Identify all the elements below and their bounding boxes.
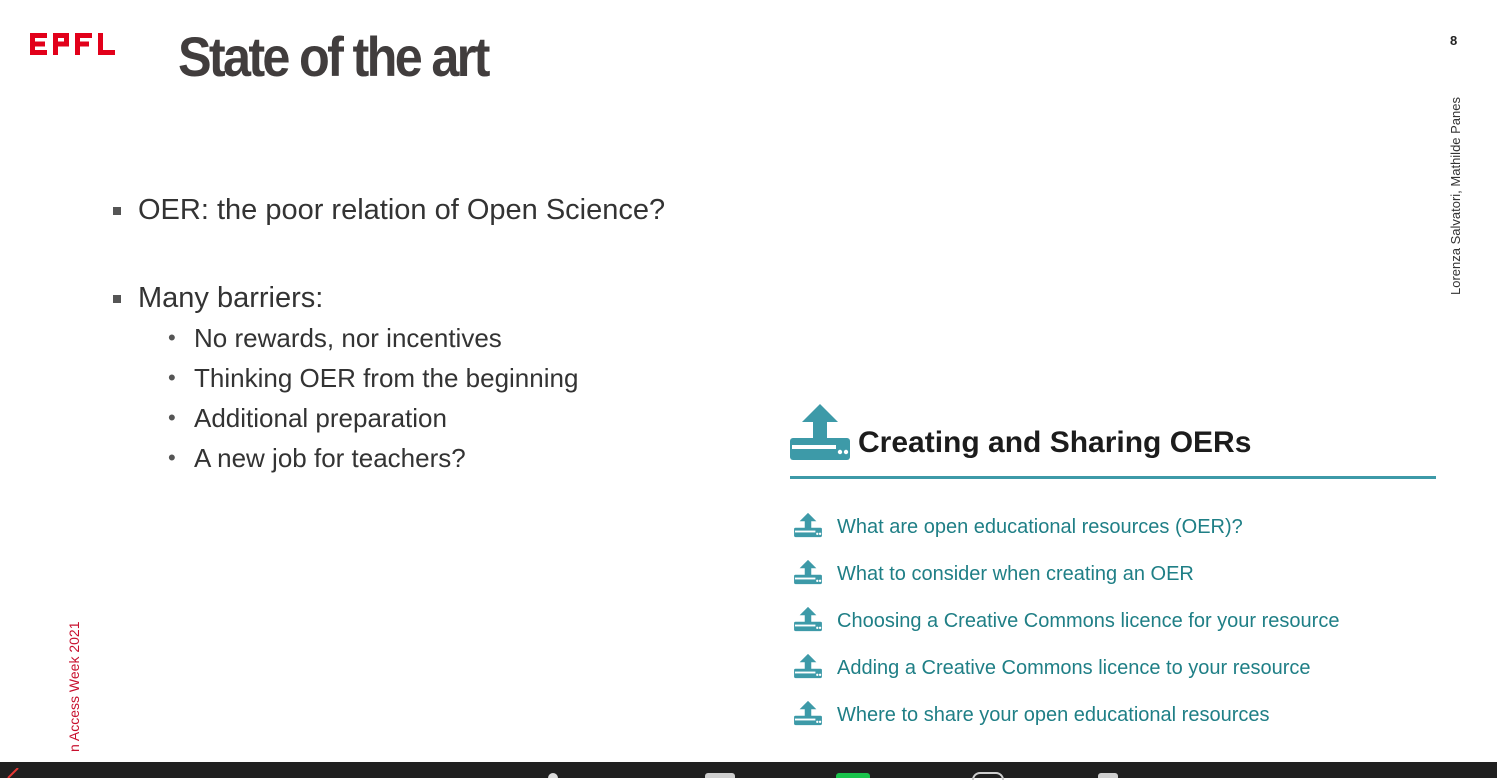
oer-panel-title: Creating and Sharing OERs	[858, 426, 1252, 459]
pen-icon[interactable]	[6, 768, 20, 778]
taskbar-app-icon[interactable]	[705, 773, 735, 778]
oer-panel	[790, 400, 1438, 726]
oer-divider	[790, 476, 1436, 479]
sub-bullet-list	[138, 318, 665, 478]
oer-link-label[interactable]: Adding a Creative Commons licence to your resource	[837, 657, 1311, 679]
taskbar-app-icon[interactable]	[836, 773, 870, 778]
epfl-logo	[30, 30, 120, 60]
bullet-text: Many barriers:	[138, 282, 324, 314]
taskbar-app-icon[interactable]	[548, 773, 558, 778]
authors-footer: Lorenza Salvatori, Mathilde Panes	[1448, 96, 1463, 295]
oer-link-label[interactable]: Choosing a Creative Commons licence for your resource	[837, 610, 1340, 632]
oer-link-label[interactable]: What to consider when creating an OER	[837, 563, 1194, 585]
sub-bullet-item: • Thinking OER from the beginning	[138, 358, 665, 398]
sub-bullet-item: • Additional preparation	[138, 398, 665, 438]
oer-link-adding-cc[interactable]	[790, 649, 1438, 696]
sub-bullet-item: • A new job for teachers?	[138, 438, 665, 478]
oer-link-where-to-share[interactable]	[790, 696, 1438, 743]
oer-link-label[interactable]: Where to share your open educational resources	[837, 704, 1270, 726]
taskbar	[0, 762, 1497, 778]
oer-link-list	[790, 508, 1438, 743]
upload-tray-icon	[794, 653, 822, 679]
bullet-text: OER: the poor relation of Open Science?	[138, 194, 666, 226]
oer-header	[790, 400, 1438, 470]
bullet-item	[112, 190, 665, 230]
bullet-item	[112, 278, 665, 478]
taskbar-app-icon[interactable]	[972, 772, 1004, 780]
oer-link-label[interactable]: What are open educational resources (OER)?	[837, 516, 1243, 538]
upload-tray-icon	[794, 559, 822, 585]
oer-link-choosing-cc[interactable]	[790, 602, 1438, 649]
oer-link-what-to-consider[interactable]	[790, 555, 1438, 602]
upload-tray-icon	[794, 512, 822, 538]
slide-number: 8	[1450, 33, 1458, 48]
slide-title: State of the art	[178, 25, 488, 88]
event-footer: n Access Week 2021	[66, 621, 82, 752]
taskbar-app-icon[interactable]	[1098, 773, 1118, 778]
oer-link-what-are-oer[interactable]	[790, 508, 1438, 555]
upload-tray-icon	[794, 700, 822, 726]
bullet-list	[112, 190, 665, 478]
upload-tray-icon	[794, 606, 822, 632]
sub-bullet-item: • No rewards, nor incentives	[138, 318, 665, 358]
upload-tray-icon	[790, 402, 850, 462]
